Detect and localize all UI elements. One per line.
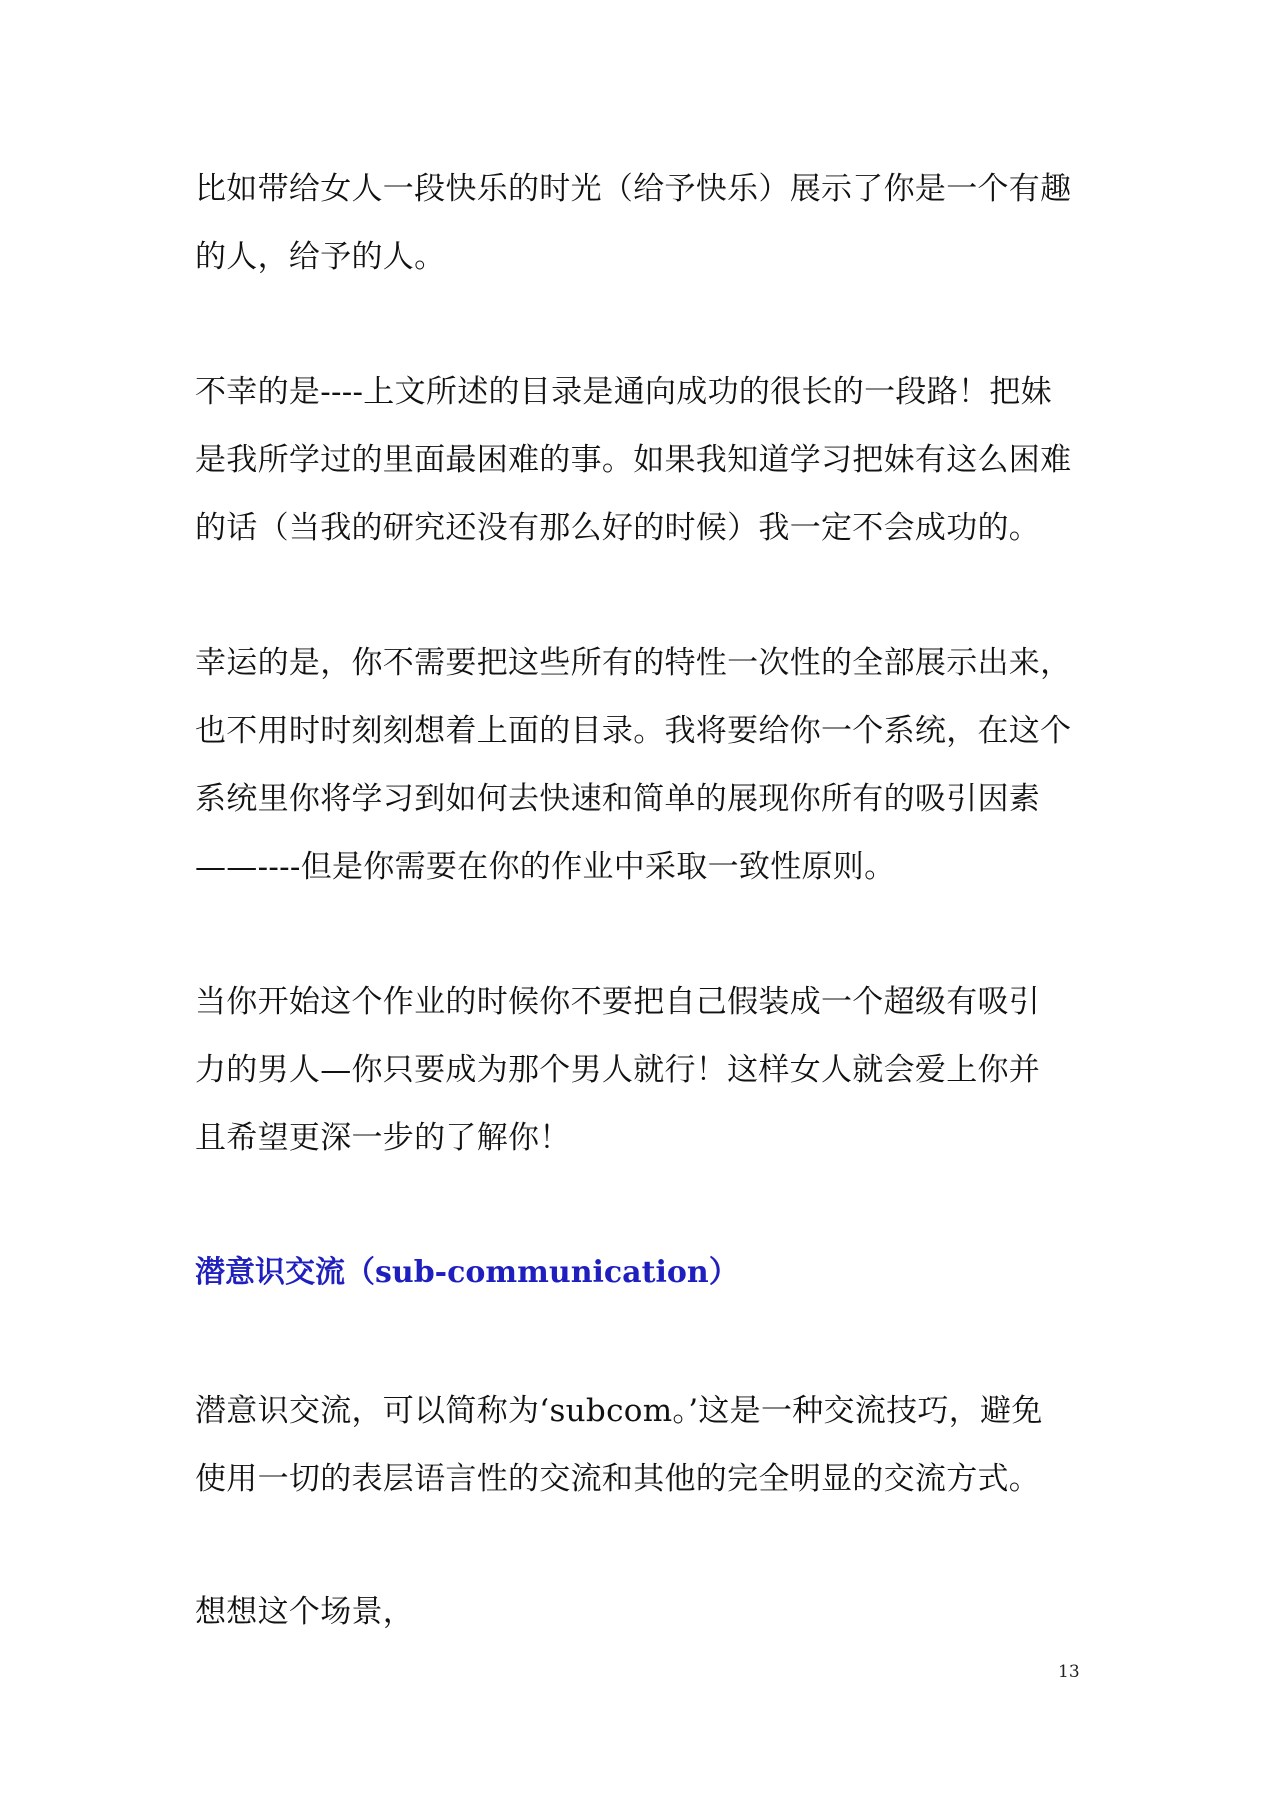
paragraph-1-line-1: 比如带给女人一段快乐的时光（给予快乐）展示了你是一个有趣 xyxy=(195,171,1072,207)
paragraph-3-line-3: 系统里你将学习到如何去快速和简单的展现你所有的吸引因素 xyxy=(195,781,1041,817)
section-paragraph-2-line-1: 想想这个场景， xyxy=(195,1594,415,1630)
paragraph-3-line-1: 幸运的是，你不需要把这些所有的特性一次性的全部展示出来， xyxy=(195,645,1072,681)
section-paragraph-1-line-1: 潜意识交流，可以简称为‘subcom。’这是一种交流技巧，避免 xyxy=(195,1393,1043,1429)
paragraph-4-line-1: 当你开始这个作业的时候你不要把自己假装成一个超级有吸引 xyxy=(195,984,1041,1020)
paragraph-3-line-4: ——----但是你需要在你的作业中采取一致性原则。 xyxy=(195,849,896,885)
page-number: 13 xyxy=(1058,1662,1080,1682)
paragraph-2-line-2: 是我所学过的里面最困难的事。如果我知道学习把妹有这么困难 xyxy=(195,442,1072,478)
section-heading: 潜意识交流（sub-communication） xyxy=(195,1255,739,1290)
paragraph-1-line-2: 的人，给予的人。 xyxy=(195,239,446,275)
paragraph-2-line-3: 的话（当我的研究还没有那么好的时候）我一定不会成功的。 xyxy=(195,510,1041,546)
paragraph-3-line-2: 也不用时时刻刻想着上面的目录。我将要给你一个系统，在这个 xyxy=(195,713,1072,749)
paragraph-2-line-1: 不幸的是----上文所述的目录是通向成功的很长的一段路！把妹 xyxy=(195,374,1052,410)
paragraph-4-line-3: 且希望更深一步的了解你！ xyxy=(195,1120,571,1156)
section-paragraph-1-line-2: 使用一切的表层语言性的交流和其他的完全明显的交流方式。 xyxy=(195,1461,1041,1497)
paragraph-4-line-2: 力的男人—你只要成为那个男人就行！这样女人就会爱上你并 xyxy=(195,1052,1041,1088)
